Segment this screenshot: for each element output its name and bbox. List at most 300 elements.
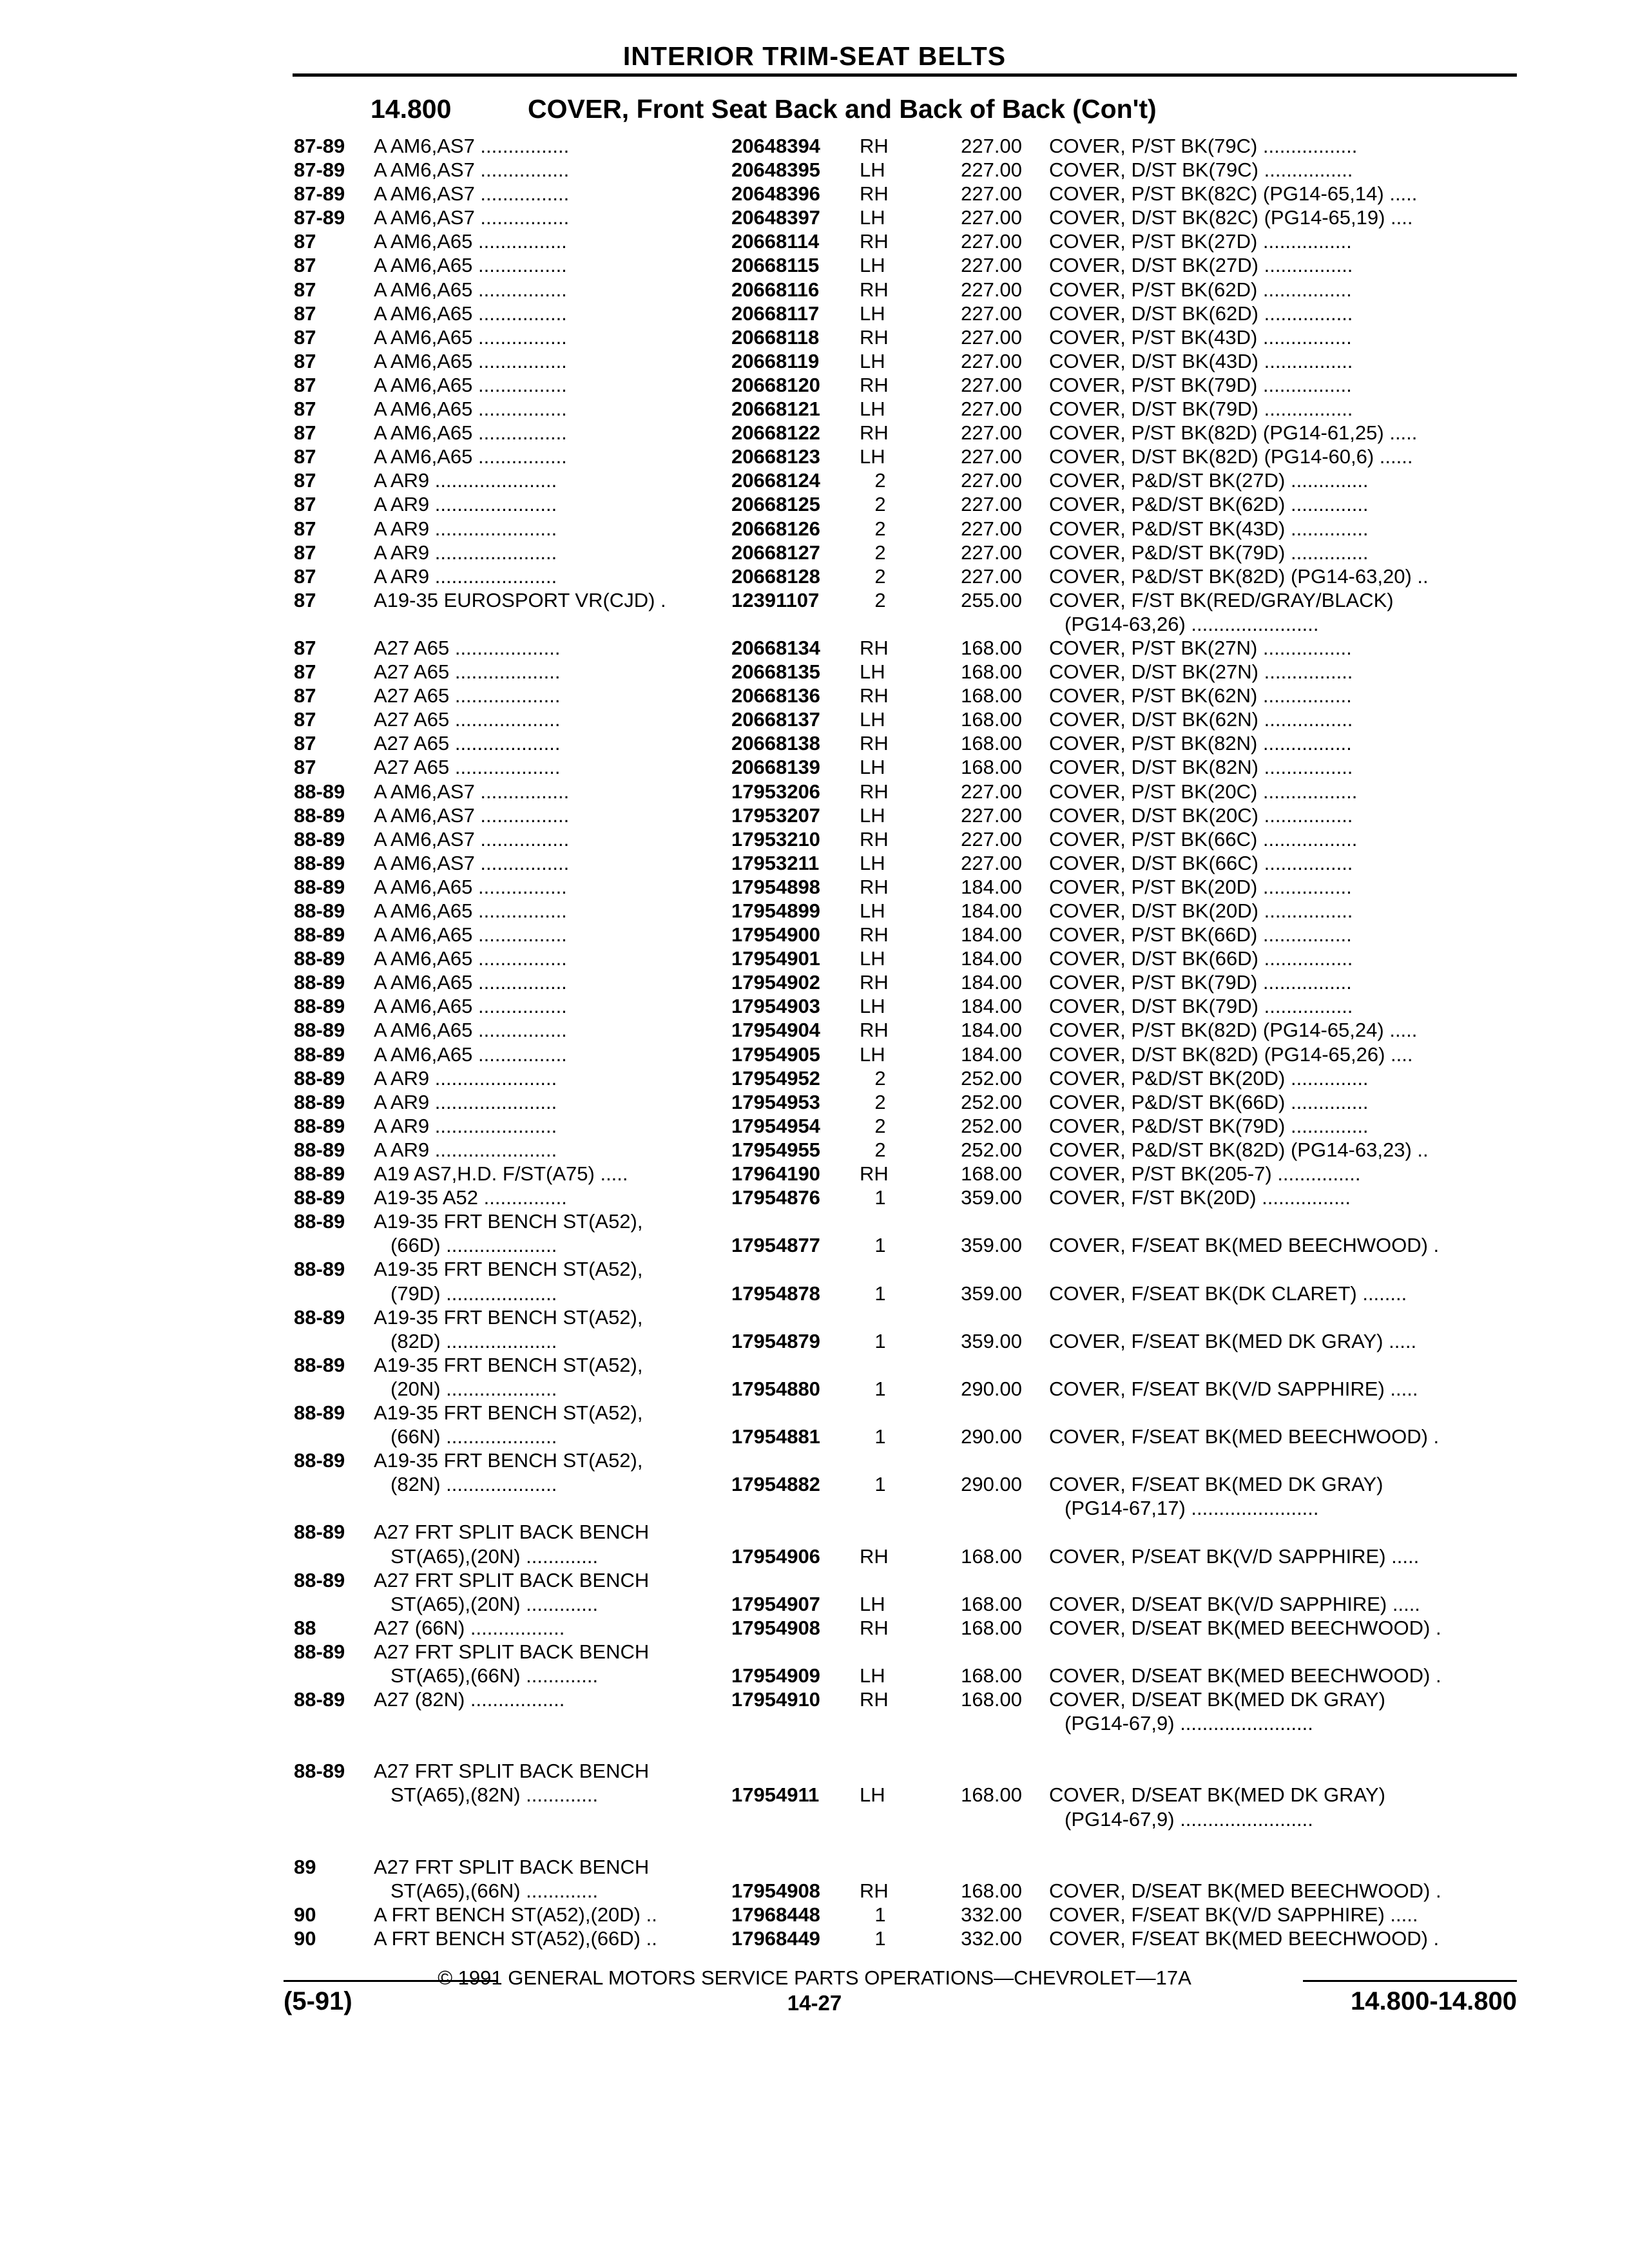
cell-part-name: COVER, P&D/ST BK(27D) .............. xyxy=(1049,469,1369,492)
table-row xyxy=(0,1162,1629,1186)
cell-part-number: 20668137 xyxy=(731,708,820,731)
table-row xyxy=(0,134,1629,158)
cell-year: 88-89 xyxy=(294,1043,345,1066)
cell-application: A27 A65 ................... xyxy=(374,732,561,755)
cell-application: A AR9 ...................... xyxy=(374,564,557,588)
cell-application: A AM6,A65 ................ xyxy=(374,971,567,994)
cell-price: 168.00 xyxy=(961,660,1022,684)
cell-part-name: COVER, P/ST BK(82D) (PG14-65,24) ..... xyxy=(1049,1019,1418,1042)
table-row xyxy=(0,827,1629,851)
cell-part-number: 20668122 xyxy=(731,421,820,445)
cell-part-name: COVER, P/ST BK(27N) ................ xyxy=(1049,636,1352,659)
cell-price: 168.00 xyxy=(961,1544,1022,1568)
cell-part-name: COVER, D/SEAT BK(MED BEECHWOOD) . xyxy=(1049,1879,1441,1902)
table-row xyxy=(0,1520,1629,1544)
cell-year: 88-89 xyxy=(294,851,345,874)
cell-price: 168.00 xyxy=(961,708,1022,731)
cell-year: 87 xyxy=(294,588,316,611)
cell-part-name: COVER, F/SEAT BK(MED BEECHWOOD) . xyxy=(1049,1234,1440,1257)
table-row xyxy=(0,1090,1629,1114)
table-row xyxy=(0,1114,1629,1138)
cell-application: ST(A65),(66N) ............. xyxy=(390,1664,599,1687)
cell-application: A AM6,AS7 ................ xyxy=(374,827,570,850)
cell-part-name: COVER, D/ST BK(62D) ................ xyxy=(1049,302,1353,325)
cell-year: 87 xyxy=(294,373,316,396)
cell-year: 87 xyxy=(294,254,316,277)
cell-quantity: LH xyxy=(860,398,885,421)
cell-price: 227.00 xyxy=(961,851,1022,874)
cell-part-name: COVER, D/ST BK(66D) ................ xyxy=(1049,947,1353,970)
cell-part-name: COVER, F/SEAT BK(MED BEECHWOOD) . xyxy=(1049,1425,1440,1448)
cell-year: 88-89 xyxy=(294,827,345,850)
cell-year: 88-89 xyxy=(294,1521,345,1544)
cell-price: 184.00 xyxy=(961,1019,1022,1042)
cell-application: A19-35 FRT BENCH ST(A52), xyxy=(374,1353,643,1376)
cell-price: 332.00 xyxy=(961,1903,1022,1926)
cell-part-number: 17954881 xyxy=(731,1425,820,1448)
cell-price: 255.00 xyxy=(961,588,1022,611)
cell-quantity: 2 xyxy=(874,588,886,611)
table-row xyxy=(0,1855,1629,1879)
cell-part-name: COVER, P&D/ST BK(62D) .............. xyxy=(1049,493,1369,516)
cell-part-number: 17954899 xyxy=(731,899,820,922)
cell-quantity: LH xyxy=(860,349,885,372)
cell-year: 88-89 xyxy=(294,1114,345,1137)
cell-year: 88-89 xyxy=(294,1760,345,1783)
cell-quantity: RH xyxy=(860,182,889,206)
section-title: COVER, Front Seat Back and Back of Back (Con't) xyxy=(528,94,1157,124)
cell-part-name: COVER, F/SEAT BK(MED BEECHWOOD) . xyxy=(1049,1927,1440,1950)
cell-price: 332.00 xyxy=(961,1927,1022,1950)
cell-price: 252.00 xyxy=(961,1114,1022,1137)
cell-part-number: 17953206 xyxy=(731,780,820,803)
cell-application: A27 A65 ................... xyxy=(374,708,561,731)
cell-quantity: LH xyxy=(860,1592,885,1615)
table-row xyxy=(0,278,1629,302)
cell-price: 227.00 xyxy=(961,493,1022,516)
cell-quantity: RH xyxy=(860,325,889,349)
cell-price: 227.00 xyxy=(961,135,1022,157)
table-row xyxy=(0,1401,1629,1425)
cell-quantity: RH xyxy=(860,923,889,947)
table-row xyxy=(0,1043,1629,1066)
cell-quantity: LH xyxy=(860,1783,885,1807)
cell-year: 87 xyxy=(294,302,316,325)
table-row xyxy=(0,1568,1629,1592)
cell-quantity: LH xyxy=(860,1664,885,1687)
cell-part-number: 20668126 xyxy=(731,517,820,540)
cell-application: A AM6,AS7 ................ xyxy=(374,159,570,182)
table-row xyxy=(0,325,1629,349)
cell-application: A AM6,AS7 ................ xyxy=(374,780,570,803)
cell-part-number: 17954880 xyxy=(731,1377,820,1400)
cell-quantity: RH xyxy=(860,684,889,707)
table-row xyxy=(0,707,1629,731)
cell-quantity: 1 xyxy=(874,1903,886,1926)
cell-price: 168.00 xyxy=(961,1592,1022,1615)
table-row xyxy=(0,1066,1629,1090)
table-row xyxy=(0,158,1629,182)
cell-year: 87 xyxy=(294,325,316,349)
cell-year: 87 xyxy=(294,493,316,516)
cell-price: 184.00 xyxy=(961,923,1022,947)
cell-year: 88-89 xyxy=(294,1305,345,1329)
cell-part-name: COVER, D/ST BK(79D) ................ xyxy=(1049,398,1353,421)
cell-price: 252.00 xyxy=(961,1066,1022,1090)
cell-part-name: COVER, P/ST BK(66C) ................. xyxy=(1049,827,1358,850)
cell-quantity: LH xyxy=(860,899,885,922)
cell-part-name: COVER, P/ST BK(82N) ................ xyxy=(1049,732,1352,755)
table-row xyxy=(0,397,1629,421)
cell-part-number: 20668128 xyxy=(731,564,820,588)
table-row xyxy=(0,1496,1629,1520)
cell-price: 168.00 xyxy=(961,1664,1022,1687)
cell-part-name: (PG14-67,9) ........................ xyxy=(1065,1807,1313,1831)
cell-application: A AM6,A65 ................ xyxy=(374,995,567,1018)
table-row xyxy=(0,206,1629,229)
cell-part-name: COVER, P/ST BK(82D) (PG14-61,25) ..... xyxy=(1049,421,1418,445)
cell-part-number: 20648394 xyxy=(731,135,820,157)
table-row xyxy=(0,1138,1629,1162)
cell-part-number: 17954903 xyxy=(731,995,820,1018)
table-row xyxy=(0,1448,1629,1472)
table-row xyxy=(0,588,1629,612)
cell-part-name: COVER, D/SEAT BK(MED BEECHWOOD) . xyxy=(1049,1664,1441,1687)
cell-quantity: 1 xyxy=(874,1186,886,1209)
cell-price: 184.00 xyxy=(961,995,1022,1018)
cell-year: 88-89 xyxy=(294,971,345,994)
cell-part-name: COVER, P&D/ST BK(66D) .............. xyxy=(1049,1090,1369,1113)
cell-year: 88-89 xyxy=(294,1186,345,1209)
cell-quantity: 2 xyxy=(874,541,886,564)
cell-price: 227.00 xyxy=(961,325,1022,349)
footer-page-number: 14-27 xyxy=(787,1991,842,2015)
cell-quantity: 2 xyxy=(874,1114,886,1137)
cell-part-number: 20668124 xyxy=(731,469,820,492)
cell-year: 87-89 xyxy=(294,206,345,229)
cell-year: 89 xyxy=(294,1855,316,1878)
cell-part-number: 17954877 xyxy=(731,1234,820,1257)
table-row xyxy=(0,970,1629,994)
cell-part-number: 20668136 xyxy=(731,684,820,707)
cell-application: A19-35 A52 ............... xyxy=(374,1186,567,1209)
cell-part-name: COVER, F/SEAT BK(V/D SAPPHIRE) ..... xyxy=(1049,1377,1418,1400)
cell-quantity: 2 xyxy=(874,1138,886,1161)
cell-year: 88-89 xyxy=(294,875,345,898)
cell-application: A AR9 ...................... xyxy=(374,1138,557,1161)
cell-application: A27 A65 ................... xyxy=(374,684,561,707)
table-row xyxy=(0,731,1629,755)
cell-part-number: 20668119 xyxy=(731,349,820,372)
cell-quantity: RH xyxy=(860,636,889,659)
cell-quantity: RH xyxy=(860,278,889,301)
cell-part-name: COVER, F/SEAT BK(MED DK GRAY) xyxy=(1049,1473,1383,1496)
table-row xyxy=(0,994,1629,1018)
cell-price: 359.00 xyxy=(961,1329,1022,1352)
cell-year: 88-89 xyxy=(294,1353,345,1376)
cell-application: A27 A65 ................... xyxy=(374,660,561,684)
cell-part-name: COVER, D/ST BK(82C) (PG14-65,19) .... xyxy=(1049,206,1413,229)
table-row xyxy=(0,373,1629,397)
page-header-title: INTERIOR TRIM-SEAT BELTS xyxy=(622,41,1007,71)
cell-price: 168.00 xyxy=(961,1783,1022,1807)
cell-part-number: 17953210 xyxy=(731,827,820,850)
cell-price: 227.00 xyxy=(961,469,1022,492)
table-row xyxy=(0,1687,1629,1711)
cell-application: A AR9 ...................... xyxy=(374,493,557,516)
cell-part-name: (PG14-67,9) ........................ xyxy=(1065,1712,1313,1735)
cell-application: A FRT BENCH ST(A52),(66D) .. xyxy=(374,1927,657,1950)
parts-table xyxy=(0,134,1629,1950)
cell-application: A27 (66N) ................. xyxy=(374,1616,565,1639)
table-row xyxy=(0,1282,1629,1305)
cell-price: 168.00 xyxy=(961,732,1022,755)
cell-part-name: COVER, P&D/ST BK(79D) .............. xyxy=(1049,541,1369,564)
section-heading xyxy=(371,94,1530,126)
cell-part-number: 17954911 xyxy=(731,1783,820,1807)
cell-application: A AM6,A65 ................ xyxy=(374,325,567,349)
table-row xyxy=(0,182,1629,206)
cell-part-name: COVER, D/ST BK(43D) ................ xyxy=(1049,349,1353,372)
table-row xyxy=(0,421,1629,445)
cell-quantity: 1 xyxy=(874,1377,886,1400)
cell-part-name: COVER, P/ST BK(43D) ................ xyxy=(1049,325,1352,349)
cell-price: 227.00 xyxy=(961,278,1022,301)
cell-part-number: 20668115 xyxy=(731,254,820,277)
cell-application: (66D) .................... xyxy=(390,1234,557,1257)
cell-quantity: RH xyxy=(860,1879,889,1902)
cell-part-name: COVER, P/ST BK(20D) ................ xyxy=(1049,875,1352,898)
cell-part-number: 20668125 xyxy=(731,493,820,516)
cell-price: 184.00 xyxy=(961,1043,1022,1066)
table-row xyxy=(0,947,1629,970)
cell-year: 87 xyxy=(294,349,316,372)
cell-part-name: COVER, D/ST BK(66C) ................ xyxy=(1049,851,1353,874)
cell-price: 227.00 xyxy=(961,564,1022,588)
table-row xyxy=(0,492,1629,516)
cell-part-number: 17954879 xyxy=(731,1329,820,1352)
cell-application: A AM6,A65 ................ xyxy=(374,421,567,445)
cell-quantity: RH xyxy=(860,1688,889,1711)
cell-application: A AM6,AS7 ................ xyxy=(374,803,570,827)
cell-price: 227.00 xyxy=(961,541,1022,564)
cell-part-name: COVER, P&D/ST BK(82D) (PG14-63,20) .. xyxy=(1049,564,1429,588)
table-row xyxy=(0,1353,1629,1377)
cell-application: A19-35 FRT BENCH ST(A52), xyxy=(374,1401,643,1424)
cell-year: 87 xyxy=(294,421,316,445)
cell-quantity: RH xyxy=(860,373,889,396)
cell-price: 184.00 xyxy=(961,947,1022,970)
cell-part-number: 17954898 xyxy=(731,875,820,898)
table-row xyxy=(0,1305,1629,1329)
cell-application: A AM6,A65 ................ xyxy=(374,349,567,372)
cell-price: 168.00 xyxy=(961,1162,1022,1186)
cell-part-number: 20668127 xyxy=(731,541,820,564)
cell-year: 88-89 xyxy=(294,1066,345,1090)
cell-quantity: 1 xyxy=(874,1329,886,1352)
cell-year: 88-89 xyxy=(294,1640,345,1663)
cell-part-number: 20648397 xyxy=(731,206,820,229)
cell-year: 88-89 xyxy=(294,1401,345,1424)
cell-part-number: 17964190 xyxy=(731,1162,820,1186)
cell-application: A AM6,A65 ................ xyxy=(374,398,567,421)
cell-application: A AM6,A65 ................ xyxy=(374,1019,567,1042)
cell-application: A AR9 ...................... xyxy=(374,1090,557,1113)
cell-year: 87-89 xyxy=(294,182,345,206)
cell-quantity: RH xyxy=(860,732,889,755)
cell-quantity: 1 xyxy=(874,1282,886,1305)
cell-year: 90 xyxy=(294,1927,316,1950)
cell-part-name: COVER, P&D/ST BK(20D) .............. xyxy=(1049,1066,1369,1090)
cell-quantity: LH xyxy=(860,1043,885,1066)
cell-price: 227.00 xyxy=(961,421,1022,445)
table-row xyxy=(0,564,1629,588)
cell-year: 88-89 xyxy=(294,995,345,1018)
cell-quantity: LH xyxy=(860,995,885,1018)
cell-part-number: 17954952 xyxy=(731,1066,820,1090)
cell-quantity: 2 xyxy=(874,564,886,588)
cell-price: 184.00 xyxy=(961,875,1022,898)
cell-application: A AM6,A65 ................ xyxy=(374,947,567,970)
cell-year: 87 xyxy=(294,398,316,421)
table-row xyxy=(0,1807,1629,1831)
cell-quantity: LH xyxy=(860,708,885,731)
cell-part-number: 20668116 xyxy=(731,278,820,301)
table-row xyxy=(0,1425,1629,1448)
cell-part-name: COVER, F/SEAT BK(DK CLARET) ........ xyxy=(1049,1282,1407,1305)
cell-year: 87 xyxy=(294,230,316,253)
cell-quantity: RH xyxy=(860,875,889,898)
cell-application: A27 FRT SPLIT BACK BENCH xyxy=(374,1760,650,1783)
table-row xyxy=(0,923,1629,947)
table-row xyxy=(0,1377,1629,1401)
cell-application: A27 FRT SPLIT BACK BENCH xyxy=(374,1855,650,1878)
cell-part-number: 17954902 xyxy=(731,971,820,994)
cell-part-name: COVER, P&D/ST BK(79D) .............. xyxy=(1049,1114,1369,1137)
table-row xyxy=(0,1544,1629,1568)
cell-part-number: 20668117 xyxy=(731,302,820,325)
cell-price: 168.00 xyxy=(961,1688,1022,1711)
cell-part-number: 20668139 xyxy=(731,756,820,779)
cell-application: ST(A65),(66N) ............. xyxy=(390,1879,599,1902)
footer-section-range: 14.800-14.800 xyxy=(1350,1987,1517,2015)
cell-application: A19-35 FRT BENCH ST(A52), xyxy=(374,1449,643,1472)
cell-part-number: 17968448 xyxy=(731,1903,820,1926)
cell-part-number: 17954910 xyxy=(731,1688,820,1711)
cell-part-number: 17953211 xyxy=(731,851,820,874)
cell-price: 227.00 xyxy=(961,302,1022,325)
cell-quantity: RH xyxy=(860,1616,889,1639)
cell-part-number: 20668135 xyxy=(731,660,820,684)
cell-quantity: RH xyxy=(860,971,889,994)
cell-year: 87 xyxy=(294,517,316,540)
cell-price: 227.00 xyxy=(961,827,1022,850)
cell-price: 290.00 xyxy=(961,1377,1022,1400)
cell-part-number: 17954878 xyxy=(731,1282,820,1305)
cell-application: A AM6,A65 ................ xyxy=(374,1043,567,1066)
cell-application: A AM6,AS7 ................ xyxy=(374,851,570,874)
cell-price: 290.00 xyxy=(961,1425,1022,1448)
table-row xyxy=(0,253,1629,277)
cell-part-number: 20668114 xyxy=(731,230,820,253)
cell-year: 87 xyxy=(294,708,316,731)
cell-quantity: LH xyxy=(860,851,885,874)
cell-year: 88-89 xyxy=(294,1138,345,1161)
cell-year: 88-89 xyxy=(294,1688,345,1711)
cell-part-number: 20648395 xyxy=(731,159,820,182)
cell-application: (82N) .................... xyxy=(390,1473,557,1496)
cell-application: A27 (82N) ................. xyxy=(374,1688,565,1711)
table-row xyxy=(0,1664,1629,1687)
cell-price: 227.00 xyxy=(961,206,1022,229)
cell-application: (79D) .................... xyxy=(390,1282,557,1305)
table-row xyxy=(0,302,1629,325)
cell-year: 90 xyxy=(294,1903,316,1926)
cell-application: A AM6,A65 ................ xyxy=(374,899,567,922)
cell-part-name: COVER, D/ST BK(79C) ................ xyxy=(1049,159,1353,182)
table-row xyxy=(0,1472,1629,1496)
cell-part-number: 20668134 xyxy=(731,636,820,659)
cell-quantity: LH xyxy=(860,302,885,325)
cell-part-name: COVER, D/SEAT BK(MED DK GRAY) xyxy=(1049,1783,1385,1807)
cell-price: 227.00 xyxy=(961,445,1022,468)
header-rule xyxy=(293,73,1517,77)
cell-part-number: 20668118 xyxy=(731,325,820,349)
table-row xyxy=(0,229,1629,253)
cell-part-number: 17954909 xyxy=(731,1664,820,1687)
cell-quantity: LH xyxy=(860,756,885,779)
cell-part-name: COVER, P/ST BK(205-7) ............... xyxy=(1049,1162,1361,1186)
cell-application: (66N) .................... xyxy=(390,1425,557,1448)
table-row xyxy=(0,1592,1629,1616)
cell-quantity: RH xyxy=(860,780,889,803)
cell-application: (20N) .................... xyxy=(390,1377,557,1400)
cell-quantity: 2 xyxy=(874,517,886,540)
cell-part-name: COVER, P/ST BK(82C) (PG14-65,14) ..... xyxy=(1049,182,1418,206)
cell-price: 227.00 xyxy=(961,182,1022,206)
cell-part-name: COVER, D/SEAT BK(V/D SAPPHIRE) ..... xyxy=(1049,1592,1420,1615)
cell-quantity: 2 xyxy=(874,469,886,492)
cell-application: A AM6,AS7 ................ xyxy=(374,135,570,157)
cell-year: 88-89 xyxy=(294,1019,345,1042)
table-row xyxy=(0,803,1629,827)
cell-price: 252.00 xyxy=(961,1090,1022,1113)
table-row xyxy=(0,1759,1629,1783)
cell-part-number: 12391107 xyxy=(731,588,820,611)
cell-part-number: 20648396 xyxy=(731,182,820,206)
cell-part-number: 17954905 xyxy=(731,1043,820,1066)
cell-year: 88-89 xyxy=(294,1090,345,1113)
cell-application: A AR9 ...................... xyxy=(374,517,557,540)
table-row xyxy=(0,1233,1629,1257)
table-row xyxy=(0,1711,1629,1735)
cell-application: A AM6,A65 ................ xyxy=(374,254,567,277)
cell-application: A AR9 ...................... xyxy=(374,541,557,564)
cell-quantity: 1 xyxy=(874,1473,886,1496)
table-row xyxy=(0,468,1629,492)
cell-application: A19 AS7,H.D. F/ST(A75) ..... xyxy=(374,1162,628,1186)
cell-year: 88-89 xyxy=(294,1568,345,1591)
cell-application: ST(A65),(20N) ............. xyxy=(390,1544,599,1568)
table-row xyxy=(0,1257,1629,1281)
table-row xyxy=(0,517,1629,541)
cell-part-name: COVER, P/SEAT BK(V/D SAPPHIRE) ..... xyxy=(1049,1544,1420,1568)
cell-part-name: COVER, P/ST BK(79C) ................. xyxy=(1049,135,1358,157)
cell-year: 88-89 xyxy=(294,1162,345,1186)
cell-part-name: COVER, P/ST BK(62N) ................ xyxy=(1049,684,1352,707)
table-row xyxy=(0,899,1629,923)
table-row xyxy=(0,780,1629,803)
